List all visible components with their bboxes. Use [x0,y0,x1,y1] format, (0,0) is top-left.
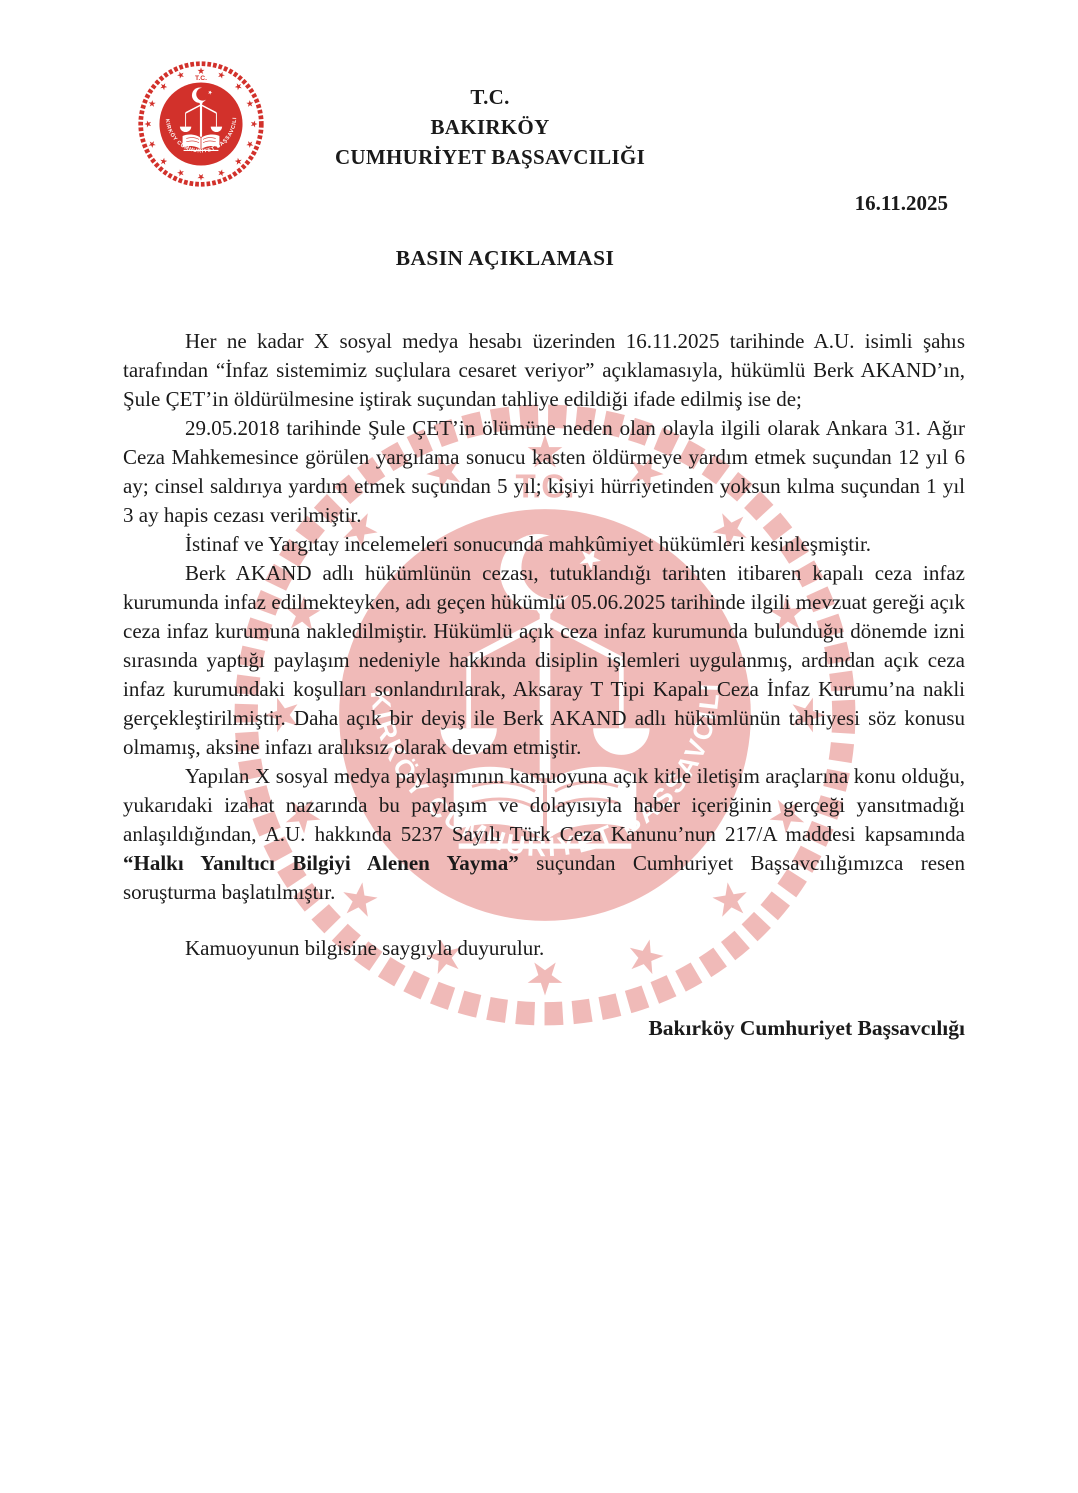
paragraph-segment: Yapılan X sosyal medya paylaşımının kamuoyuna açık kitle iletişim araçlarına konu olduğu, yukarıdaki izahat nazarında bu paylaşım ve dolayısıyla haber içeriğinin gerçeği yansıtmadığı anlaşıldığından, A.U. hakkında 5237 Sayılı Türk Ceza Kanunu’nun 217/A maddesi kapsamında [123,764,965,846]
paragraph-segment: Berk AKAND adlı hükümlünün cezası, tutuklandığı tarihten itibaren kapalı ceza infaz kurumunda infaz edilmekteyken, adı geçen hükümlü 05.06.2025 tarihinde ilgili mevzuat gereği açık ceza infaz kurumuna nakledilmiştir. Hükümlü açık ceza infaz kurumunda bulunduğu dönemde izni sırasında yaptığı paylaşım nedeniyle hakkında disiplin işlemleri uygulanmış, ardından açık ceza infaz kurumundaki koşulları sonlandırılarak, Aksaray T Tipi Kapalı Ceza İnfaz Kurumu’na nakli gerçekleştirilmiştir. Daha açık bir deyiş ile Berk AKAND adlı hükümlünün tahliyesi söz konusu olmamış, aksine infazı aralıksız olarak devam etmiştir. [123,561,965,759]
header-line-office: CUMHURİYET BAŞSAVCILIĞI [334,145,646,169]
header-line-tc: T.C. [470,85,510,109]
body-paragraph [123,762,965,907]
body-paragraph [123,327,965,414]
body-paragraph [123,559,965,762]
header-line-city: BAKIRKÖY [430,115,550,139]
signature-line: Bakırköy Cumhuriyet Başsavcılığı [648,1016,965,1040]
document-title: BASIN AÇIKLAMASI [395,246,615,270]
body-paragraphs [123,327,965,907]
document-body [123,327,965,1043]
paragraph-segment: 29.05.2018 tarihinde Şule ÇET’in ölümüne neden olan olayla ilgili olarak Ankara 31. Ağır Ceza Mahkemesince görülen yargılama sonucu kasten öldürmeye yardım etmek suçundan 12 yıl 6 ay; cinsel saldırıya yardım etmek suçundan 5 yıl; kişiyi hürriyetinden yoksun kılma suçundan 1 yıl 3 ay hapis cezası verilmiştir. [123,416,965,527]
paragraph-segment: İstinaf ve Yargıtay incelemeleri sonucunda mahkûmiyet hükümleri kesinleşmiştir. [185,532,872,556]
paragraph-segment: Her ne kadar X sosyal medya hesabı üzerinden 16.11.2025 tarihinde A.U. isimli şahıs tarafından “İnfaz sistemimiz suçlulara cesaret veriyor” açıklamasıyla, hükümlü Berk AKAND’ın, Şule ÇET’in öldürülmesine iştirak suçundan tahliye edildiği ifade edilmiş ise de; [123,329,965,411]
paragraph-bold-segment: “Halkı Yanıltıcı Bilgiyi Alenen Yayma” [123,851,519,875]
closing-line: Kamuoyunun bilgisine saygıyla duyurulur. [185,936,545,960]
body-paragraph [123,530,965,559]
document-date: 16.11.2025 [854,191,948,215]
header-org-block [0,82,980,172]
body-paragraph [123,414,965,530]
paragraph-segment: suçundan Cumhuriyet Başsavcılığımızca resen soruşturma başlatılmıştır. [123,851,966,904]
